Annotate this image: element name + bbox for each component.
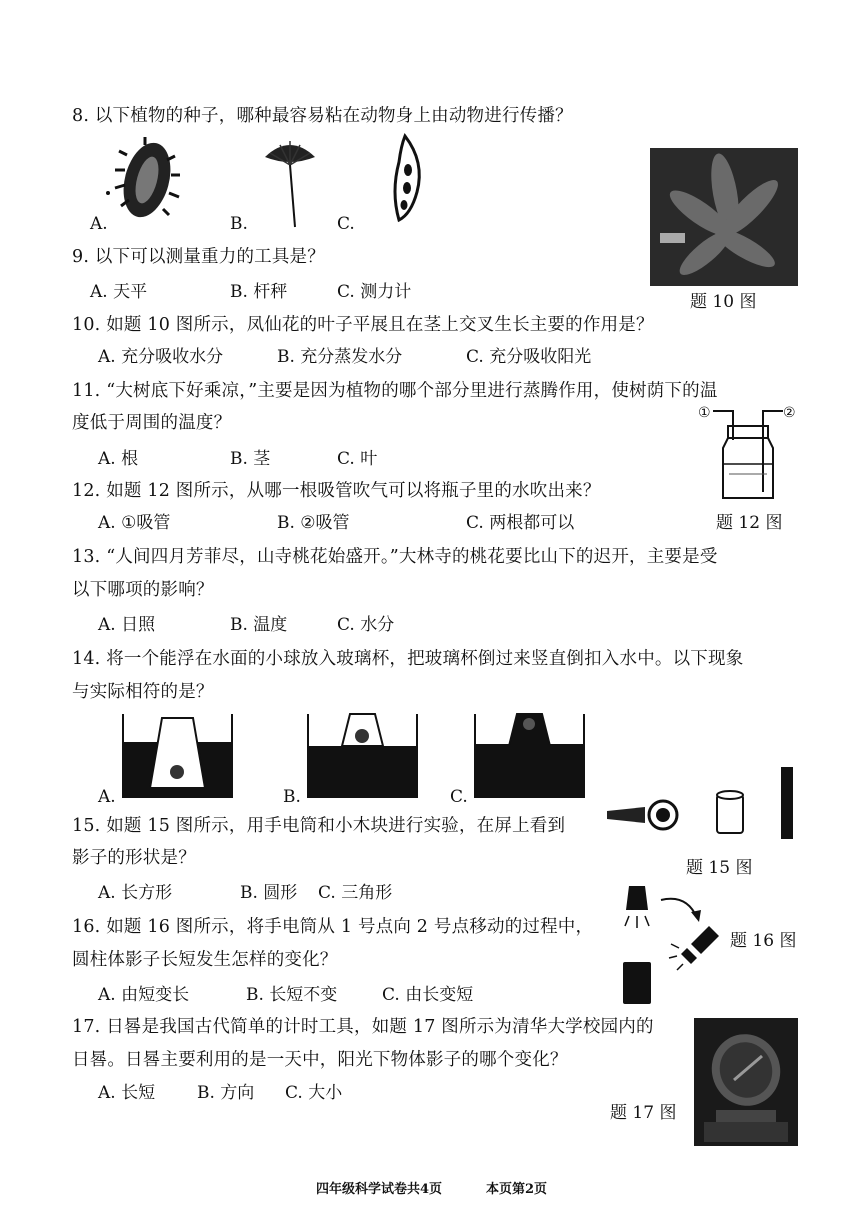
- q15-option-b: B. 圆形: [240, 883, 298, 903]
- q9-option-b: B. 杆秤: [230, 282, 288, 302]
- question-12-text: 12. 如题 12 图所示，从哪一根吸管吹气可以将瓶子里的水吹出来？: [72, 481, 601, 501]
- q17-option-b: B. 方向: [197, 1083, 255, 1103]
- bottle-with-straws-figure: [695, 402, 805, 502]
- q8-option-b: B.: [230, 214, 248, 234]
- q14-option-a: A.: [98, 787, 116, 807]
- q15-option-c: C. 三角形: [318, 883, 393, 903]
- fig12-label-2: ②: [783, 405, 796, 421]
- fig12-caption: 题 12 图: [716, 513, 783, 533]
- question-16-text-line2: 圆柱体影子长短发生怎样的变化？: [72, 950, 338, 970]
- q13-option-c: C. 水分: [337, 615, 395, 635]
- question-17-text-line1: 17. 日晷是我国古代简单的计时工具，如题 17 图所示为清华大学校园内的: [72, 1017, 654, 1037]
- question-15-text-line2: 影子的形状是？: [72, 848, 196, 868]
- flashlight-moving-cylinder-figure: [615, 882, 730, 1007]
- q12-option-a: A. ①吸管: [98, 513, 171, 533]
- cup-in-water-c-figure: [472, 712, 587, 800]
- cup-in-water-a-figure: [120, 712, 235, 800]
- question-8-text: 8. 以下植物的种子，哪种最容易粘在动物身上由动物进行传播？: [72, 106, 573, 126]
- question-13-text-line1: 13. “人间四月芳菲尽，山寺桃花始盛开。”大林寺的桃花要比山下的迟开，主要是受: [72, 547, 718, 567]
- q10-option-b: B. 充分蒸发水分: [277, 347, 403, 367]
- fig17-caption: 题 17 图: [610, 1103, 677, 1123]
- q11-option-a: A. 根: [98, 449, 139, 469]
- q12-option-c: C. 两根都可以: [466, 513, 575, 533]
- q16-option-c: C. 由长变短: [382, 985, 474, 1005]
- fig16-caption: 题 16 图: [730, 931, 797, 951]
- q10-option-c: C. 充分吸收阳光: [466, 347, 592, 367]
- question-14-text-line2: 与实际相符的是？: [72, 682, 214, 702]
- footer-page-number: 本页第2页: [486, 1182, 548, 1197]
- pea-pod-figure: [385, 132, 430, 224]
- q13-option-b: B. 温度: [230, 615, 288, 635]
- q14-option-c: C.: [450, 787, 468, 807]
- cup-in-water-b-figure: [305, 712, 420, 800]
- q15-option-a: A. 长方形: [98, 883, 173, 903]
- footer-total-pages: 四年级科学试卷共4页: [316, 1182, 443, 1197]
- q9-option-a: A. 天平: [90, 282, 148, 302]
- flashlight-block-screen-figure: [605, 765, 805, 840]
- q11-option-b: B. 茎: [230, 449, 271, 469]
- question-16-text-line1: 16. 如题 16 图所示，将手电筒从 1 号点向 2 号点移动的过程中，: [72, 917, 594, 937]
- dandelion-seed-figure: [255, 135, 325, 230]
- q8-option-c: C.: [337, 214, 355, 234]
- q11-option-c: C. 叶: [337, 449, 378, 469]
- q17-option-c: C. 大小: [285, 1083, 343, 1103]
- q14-option-b: B.: [283, 787, 301, 807]
- question-13-text-line2: 以下哪项的影响？: [72, 580, 214, 600]
- question-17-text-line2: 日晷。日晷主要利用的是一天中，阳光下物体影子的哪个变化？: [72, 1050, 568, 1070]
- impatiens-photo: [650, 148, 798, 286]
- question-11-text-line1: 11. “大树底下好乘凉，”主要是因为植物的哪个部分里进行蒸腾作用，使树荫下的温: [72, 381, 718, 401]
- q9-option-c: C. 测力计: [337, 282, 412, 302]
- q10-option-a: A. 充分吸收水分: [98, 347, 224, 367]
- question-10-text: 10. 如题 10 图所示，凤仙花的叶子平展且在茎上交叉生长主要的作用是？: [72, 315, 654, 335]
- q13-option-a: A. 日照: [98, 615, 156, 635]
- q16-option-a: A. 由短变长: [98, 985, 190, 1005]
- fig10-caption: 题 10 图: [690, 292, 757, 312]
- question-15-text-line1: 15. 如题 15 图所示，用手电筒和小木块进行实验，在屏上看到: [72, 816, 566, 836]
- q17-option-a: A. 长短: [98, 1083, 156, 1103]
- q16-option-b: B. 长短不变: [246, 985, 338, 1005]
- fig12-label-1: ①: [698, 405, 711, 421]
- burr-seed-figure: [105, 135, 180, 225]
- question-9-text: 9. 以下可以测量重力的工具是？: [72, 247, 325, 267]
- fig15-caption: 题 15 图: [686, 858, 753, 878]
- question-14-text-line1: 14. 将一个能浮在水面的小球放入玻璃杯，把玻璃杯倒过来竖直倒扣入水中。以下现象: [72, 649, 744, 669]
- q12-option-b: B. ②吸管: [277, 513, 350, 533]
- question-11-text-line2: 度低于周围的温度？: [72, 413, 232, 433]
- sundial-photo: [694, 1018, 798, 1146]
- q8-option-a: A.: [90, 214, 108, 234]
